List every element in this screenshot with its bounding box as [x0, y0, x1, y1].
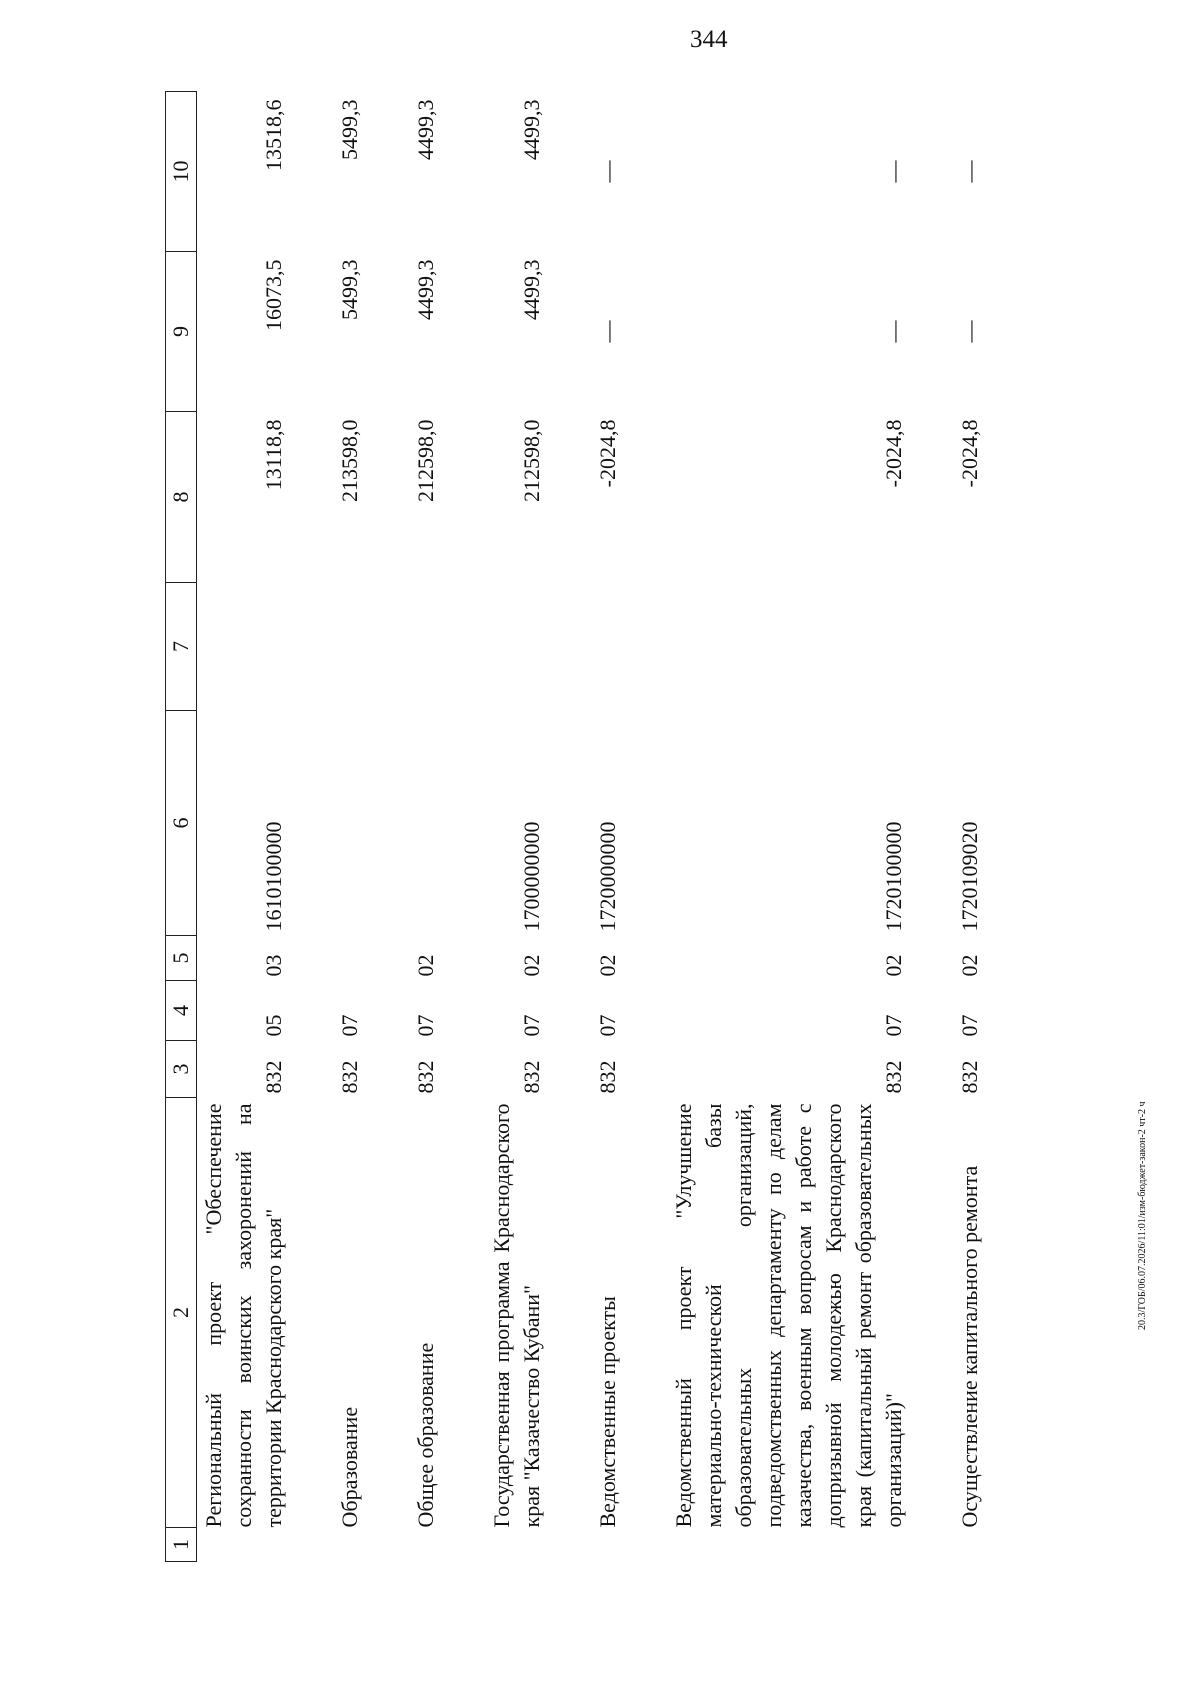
row-name: Ведомственный проект "Улучшение материально-технической базы образовательных организаций, подведомственных департаменту по делам казачества, военным вопросам и работе с допризывной молодежью Краснодарского края (капитальный ремонт образовательных организаций)" [671, 1103, 906, 1528]
row-col3: 832 [413, 1060, 438, 1094]
header-cell-6: 6 [166, 711, 197, 936]
row-col10: 4499,3 [519, 99, 544, 160]
row-col3: 832 [337, 1060, 362, 1094]
row-col3: 832 [595, 1060, 620, 1094]
row-name: Региональный проект "Обеспечение сохранности воинских захоронений на территории Краснодарского края" [201, 1103, 286, 1528]
header-cell-8: 8 [166, 412, 197, 583]
row-name: Общее образование [413, 1342, 438, 1528]
row-col5: 02 [413, 954, 438, 977]
row-col7 [593, 583, 633, 711]
table-row [955, 92, 995, 1562]
row-name: Государственная программа Краснодарского края "Казачество Кубани" [489, 1103, 544, 1528]
table-row [593, 92, 633, 1562]
row-col10: 13518,6 [261, 99, 286, 171]
header-cell-4: 4 [166, 981, 197, 1041]
row-col5: 02 [957, 954, 982, 977]
header-cell-5: 5 [166, 936, 197, 981]
row-col4: 07 [957, 1014, 982, 1037]
row-col9: 5499,3 [337, 259, 362, 320]
table-body [197, 92, 996, 1562]
header-cell-3: 3 [166, 1041, 197, 1098]
row-col7 [669, 583, 919, 711]
row-col8: 212598,0 [413, 419, 438, 502]
rotated-table-container [165, 92, 995, 1562]
header-cell-2: 2 [166, 1098, 197, 1528]
row-col5 [335, 936, 375, 981]
row-col10: 5499,3 [337, 99, 362, 160]
row-col7 [411, 583, 451, 711]
row-col4: 07 [413, 1014, 438, 1037]
row-col8: 13118,8 [261, 419, 286, 491]
footer-document-code: 20.3/ГОБ/06.07.2026/11:01/изм-бюджет-закон-2 чт-2 ч [1137, 1101, 1148, 1330]
row-col8: -2024,8 [881, 419, 906, 488]
row-col9: 16073,5 [261, 259, 286, 331]
row-col7 [487, 583, 557, 711]
row-col5: 02 [519, 954, 544, 977]
row-col6: 1700000000 [519, 821, 544, 932]
row-col4: 05 [261, 1014, 286, 1037]
row-col6 [411, 711, 451, 936]
table-row [335, 92, 375, 1562]
row-col8: 213598,0 [337, 419, 362, 502]
header-cell-9: 9 [166, 252, 197, 412]
row-name: Образование [337, 1406, 362, 1528]
row-col7 [197, 583, 300, 711]
row-name: Ведомственные проекты [595, 1296, 620, 1528]
row-col10: — [595, 160, 620, 183]
page-number: 344 [690, 26, 728, 53]
row-col10: — [957, 160, 982, 183]
row-col4: 07 [881, 1014, 906, 1037]
row-col9: — [595, 320, 620, 343]
row-col10: 4499,3 [413, 99, 438, 160]
row-col6: 1610100000 [261, 821, 286, 932]
row-col8: -2024,8 [957, 419, 982, 488]
header-row [166, 92, 197, 1562]
table-row [487, 92, 557, 1562]
header-cell-10: 10 [166, 92, 197, 252]
row-col6 [335, 711, 375, 936]
row-col4: 07 [595, 1014, 620, 1037]
table-row [197, 92, 300, 1562]
row-name: Осуществление капитального ремонта [957, 1165, 982, 1528]
row-col8: -2024,8 [595, 419, 620, 488]
row-col3: 832 [519, 1060, 544, 1094]
row-col4: 07 [337, 1014, 362, 1037]
row-col7 [955, 583, 995, 711]
row-col6: 1720100000 [881, 821, 906, 932]
table-row [411, 92, 451, 1562]
budget-table [165, 91, 995, 1562]
row-col5: 03 [261, 954, 286, 977]
header-cell-1: 1 [166, 1528, 197, 1562]
row-col4: 07 [519, 1014, 544, 1037]
row-col9: 4499,3 [519, 259, 544, 320]
row-col7 [335, 583, 375, 711]
row-col3: 832 [261, 1060, 286, 1094]
row-col3: 832 [881, 1060, 906, 1094]
row-col9: — [881, 320, 906, 343]
table-header [166, 92, 197, 1562]
row-col3: 832 [957, 1060, 982, 1094]
row-col5: 02 [881, 954, 906, 977]
header-cell-7: 7 [166, 583, 197, 711]
row-col9: 4499,3 [413, 259, 438, 320]
row-col9: — [957, 320, 982, 343]
row-col10: — [881, 160, 906, 183]
row-col6: 1720000000 [595, 821, 620, 932]
row-col5: 02 [595, 954, 620, 977]
row-col6: 1720109020 [957, 821, 982, 932]
row-col8: 212598,0 [519, 419, 544, 502]
table-row [669, 92, 919, 1562]
